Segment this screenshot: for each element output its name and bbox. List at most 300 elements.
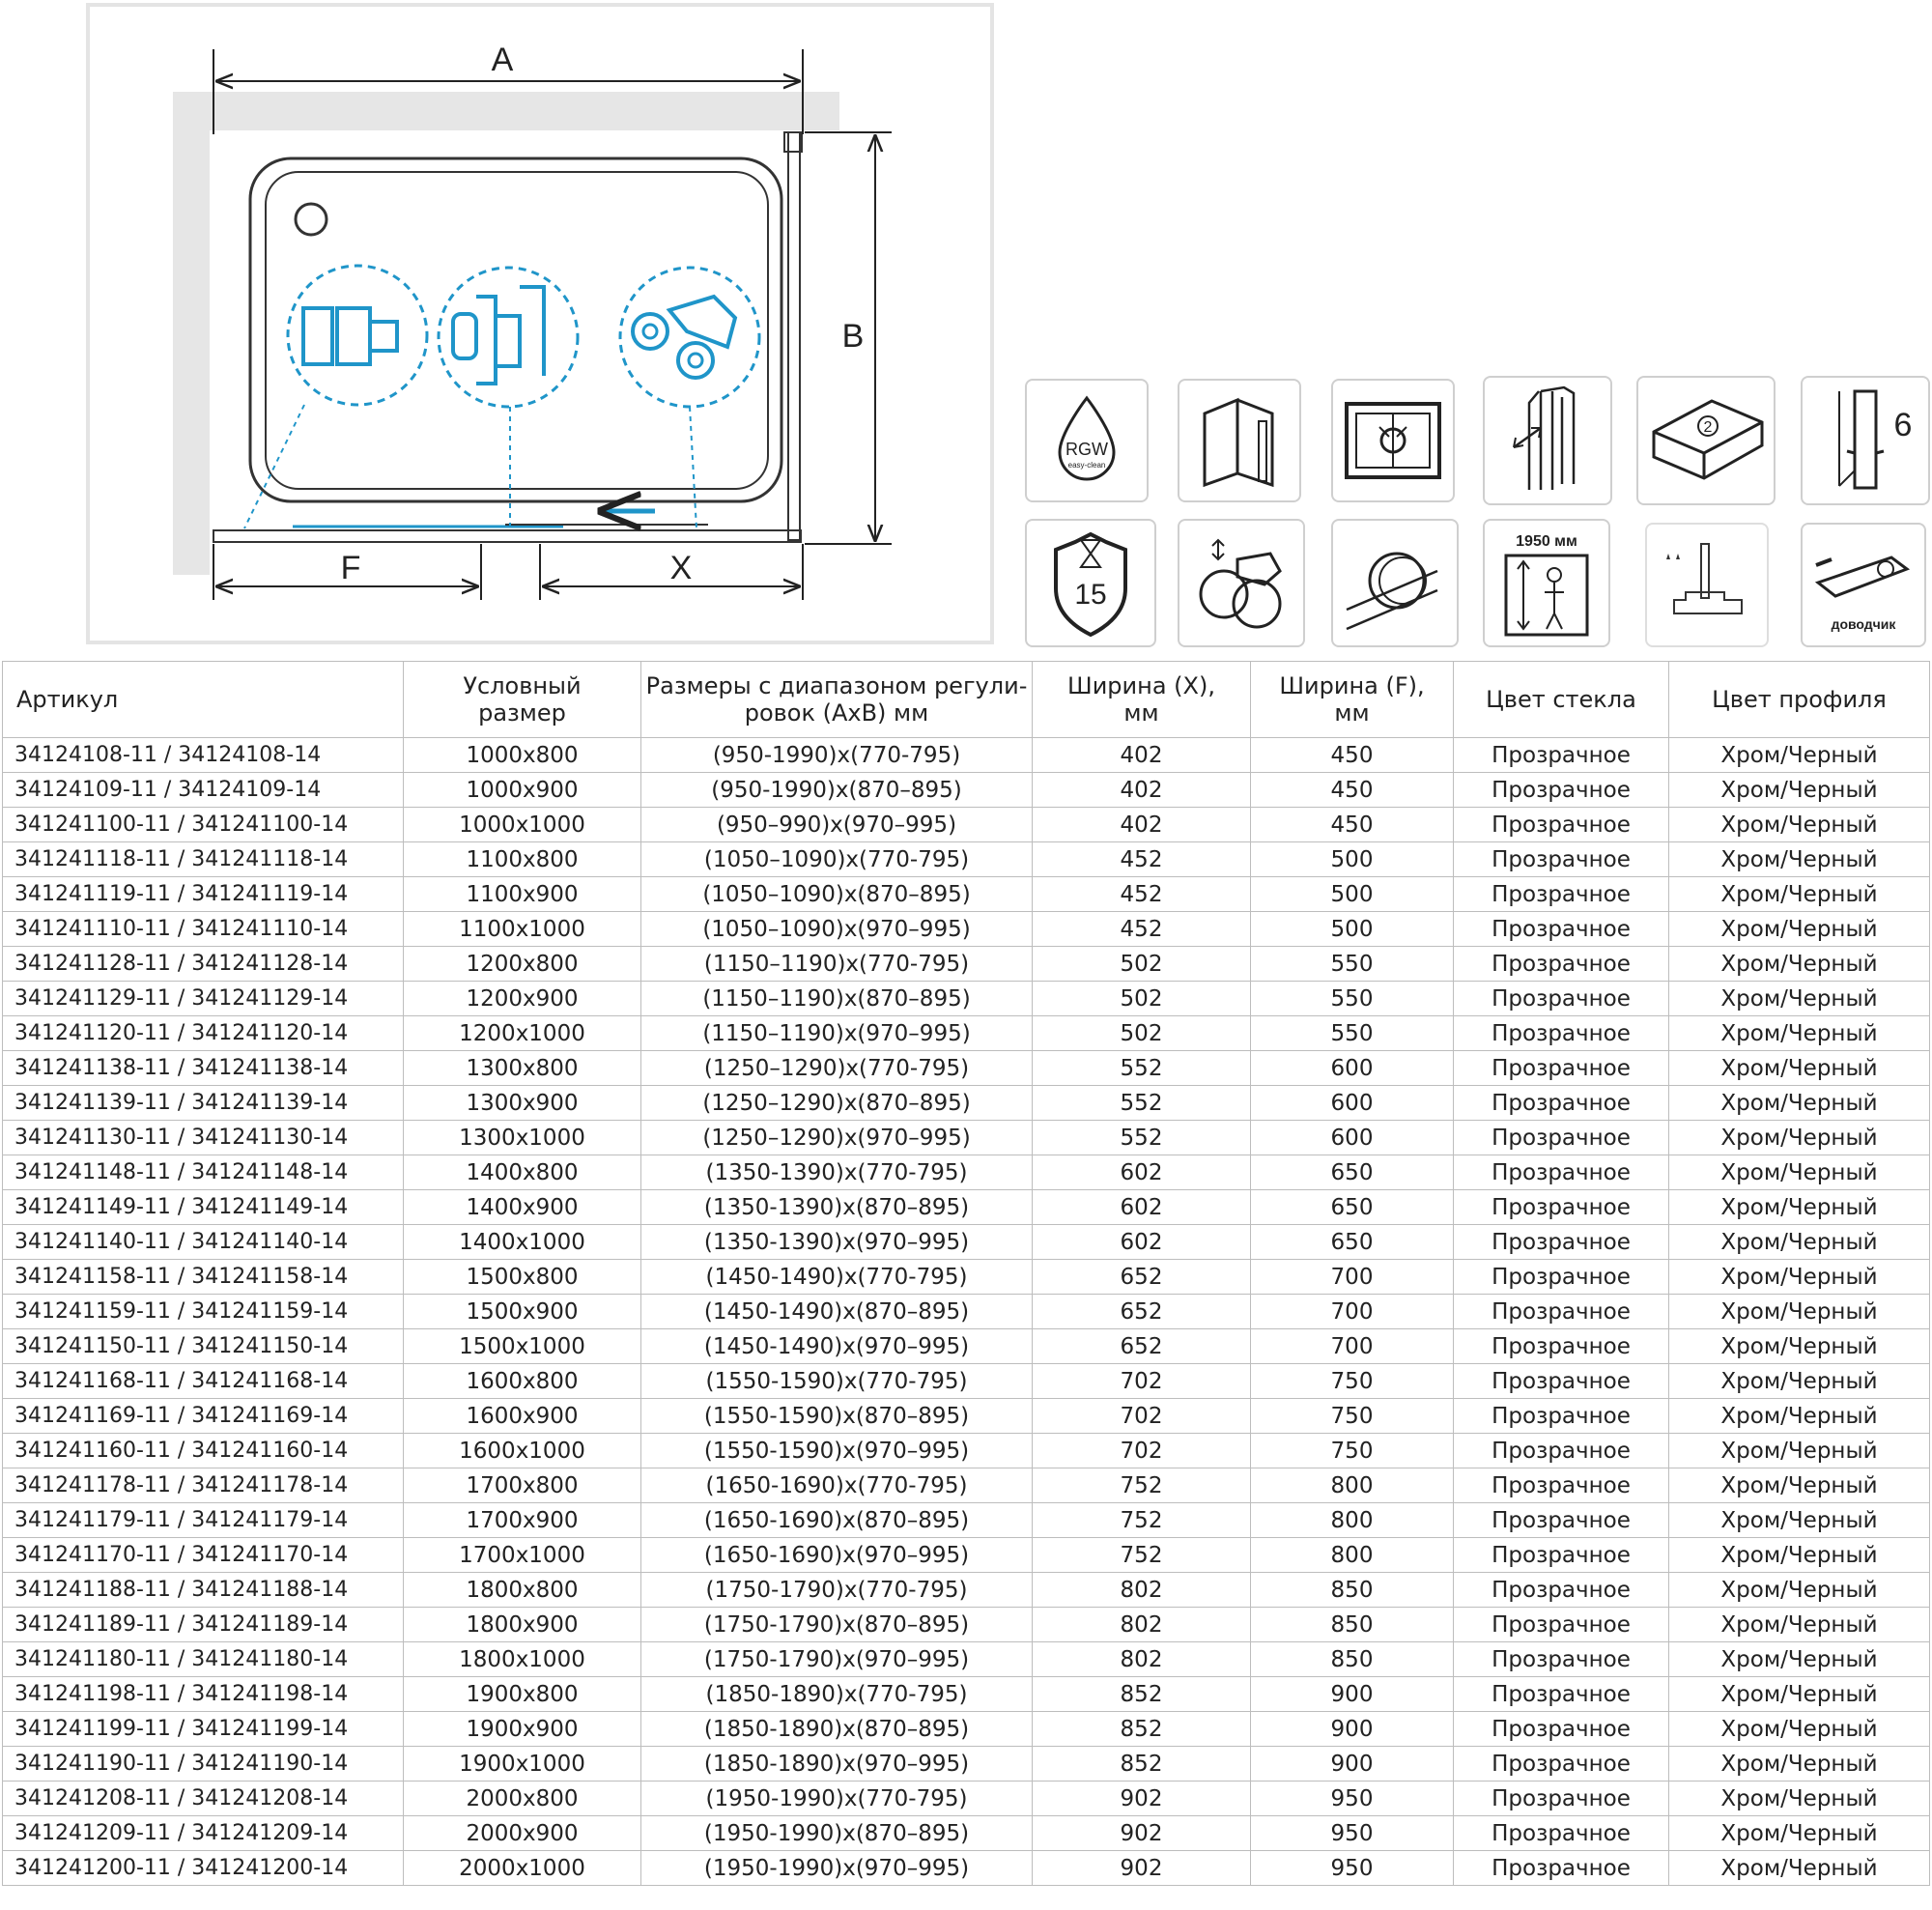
cell-adjust-range: (1550-1590)x(970–995) (641, 1434, 1033, 1468)
cell-adjust-range: (1750-1790)x(770-795) (641, 1573, 1033, 1608)
cell-article: 341241148-11 / 341241148-14 (3, 1155, 404, 1190)
cell-glass-color: Прозрачное (1454, 947, 1669, 982)
plan-view-drawing (90, 7, 990, 641)
cell-nominal-size: 1500x1000 (404, 1329, 641, 1364)
cell-nominal-size: 2000x800 (404, 1782, 641, 1816)
table-row (3, 1782, 1930, 1816)
cell-profile-color: Хром/Черный (1669, 1190, 1930, 1225)
cell-profile-color: Хром/Черный (1669, 808, 1930, 842)
cell-glass-color: Прозрачное (1454, 877, 1669, 912)
cell-article: 341241139-11 / 341241139-14 (3, 1086, 404, 1121)
cell-adjust-range: (1350-1390)x(770-795) (641, 1155, 1033, 1190)
side-panel-profile (788, 132, 800, 540)
cell-nominal-size: 1300x800 (404, 1051, 641, 1086)
table-row (3, 1573, 1930, 1608)
cell-width-x: 652 (1033, 1329, 1251, 1364)
cell-profile-color: Хром/Черный (1669, 1677, 1930, 1712)
cell-adjust-range: (1750-1790)x(870–895) (641, 1608, 1033, 1642)
handle-icon (1331, 379, 1455, 502)
cell-article: 341241129-11 / 341241129-14 (3, 982, 404, 1016)
cell-profile-color: Хром/Черный (1669, 1503, 1930, 1538)
cell-nominal-size: 1000x900 (404, 773, 641, 808)
cell-nominal-size: 1900x1000 (404, 1747, 641, 1782)
cell-width-f: 500 (1251, 912, 1454, 947)
glass-thickness-value: 6 (1893, 407, 1913, 443)
cell-glass-color: Прозрачное (1454, 1816, 1669, 1851)
cell-glass-color: Прозрачное (1454, 1155, 1669, 1190)
cell-width-x: 402 (1033, 808, 1251, 842)
cell-width-f: 900 (1251, 1747, 1454, 1782)
cell-article: 341241200-11 / 341241200-14 (3, 1851, 404, 1886)
cell-width-x: 702 (1033, 1399, 1251, 1434)
spec-table (2, 661, 1930, 1886)
table-row (3, 1155, 1930, 1190)
cell-article: 341241138-11 / 341241138-14 (3, 1051, 404, 1086)
cell-width-x: 502 (1033, 947, 1251, 982)
cell-nominal-size: 1800x800 (404, 1573, 641, 1608)
drain-icon (296, 204, 327, 235)
table-row (3, 1747, 1930, 1782)
cell-nominal-size: 1700x1000 (404, 1538, 641, 1573)
cell-width-f: 800 (1251, 1538, 1454, 1573)
cell-profile-color: Хром/Черный (1669, 1016, 1930, 1051)
cell-article: 341241118-11 / 341241118-14 (3, 842, 404, 877)
cell-article: 341241170-11 / 341241170-14 (3, 1538, 404, 1573)
cell-nominal-size: 1500x900 (404, 1295, 641, 1329)
cell-width-f: 600 (1251, 1051, 1454, 1086)
cell-article: 341241209-11 / 341241209-14 (3, 1816, 404, 1851)
cell-article: 341241149-11 / 341241149-14 (3, 1190, 404, 1225)
cell-article: 341241188-11 / 341241188-14 (3, 1573, 404, 1608)
cell-nominal-size: 1300x900 (404, 1086, 641, 1121)
cell-adjust-range: (1250–1290)x(870–895) (641, 1086, 1033, 1121)
package-count: 2 (1703, 419, 1713, 436)
cell-width-f: 550 (1251, 947, 1454, 982)
cell-article: 341241179-11 / 341241179-14 (3, 1503, 404, 1538)
cell-width-x: 402 (1033, 738, 1251, 773)
door-closer-label: доводчик (1831, 616, 1896, 632)
cell-width-x: 802 (1033, 1642, 1251, 1677)
table-row (3, 912, 1930, 947)
cell-width-x: 702 (1033, 1364, 1251, 1399)
cell-glass-color: Прозрачное (1454, 1712, 1669, 1747)
header-col-article (3, 662, 404, 738)
cell-article: 341241198-11 / 341241198-14 (3, 1677, 404, 1712)
front-rail (213, 530, 801, 542)
cell-width-x: 402 (1033, 773, 1251, 808)
table-row (3, 1295, 1930, 1329)
cell-adjust-range: (1050–1090)x(870–895) (641, 877, 1033, 912)
cell-width-f: 750 (1251, 1364, 1454, 1399)
table-row (3, 842, 1930, 877)
table-body (3, 738, 1930, 1886)
cell-width-x: 552 (1033, 1121, 1251, 1155)
cell-glass-color: Прозрачное (1454, 773, 1669, 808)
cell-profile-color: Хром/Черный (1669, 1642, 1930, 1677)
cell-width-f: 950 (1251, 1816, 1454, 1851)
cell-width-f: 700 (1251, 1329, 1454, 1364)
cell-nominal-size: 1400x1000 (404, 1225, 641, 1260)
cell-adjust-range: (1850-1890)x(870–895) (641, 1712, 1033, 1747)
cell-glass-color: Прозрачное (1454, 982, 1669, 1016)
cell-nominal-size: 1300x1000 (404, 1121, 641, 1155)
cell-width-x: 752 (1033, 1503, 1251, 1538)
cell-width-f: 600 (1251, 1086, 1454, 1121)
cell-article: 341241158-11 / 341241158-14 (3, 1260, 404, 1295)
table-row (3, 1399, 1930, 1434)
cell-glass-color: Прозрачное (1454, 1190, 1669, 1225)
cell-article: 341241208-11 / 341241208-14 (3, 1782, 404, 1816)
cell-width-f: 900 (1251, 1677, 1454, 1712)
door-closer-icon (1801, 523, 1926, 647)
header-text-line: Цвет стекла (1486, 686, 1636, 713)
cell-nominal-size: 1200x1000 (404, 1016, 641, 1051)
cell-profile-color: Хром/Черный (1669, 1747, 1930, 1782)
cell-width-f: 850 (1251, 1608, 1454, 1642)
technical-drawing (86, 3, 994, 644)
cell-glass-color: Прозрачное (1454, 1468, 1669, 1503)
cell-glass-color: Прозрачное (1454, 1260, 1669, 1295)
warranty-years: 15 (1074, 579, 1107, 611)
header-col-width-f (1251, 662, 1454, 738)
cell-nominal-size: 2000x900 (404, 1816, 641, 1851)
cell-article: 341241199-11 / 341241199-14 (3, 1712, 404, 1747)
cell-nominal-size: 1900x900 (404, 1712, 641, 1747)
cell-nominal-size: 1100x900 (404, 877, 641, 912)
header-text-line: мм (1123, 699, 1159, 727)
table-row (3, 1051, 1930, 1086)
cell-width-f: 550 (1251, 982, 1454, 1016)
table-row (3, 1608, 1930, 1642)
cell-glass-color: Прозрачное (1454, 1086, 1669, 1121)
cell-width-f: 700 (1251, 1260, 1454, 1295)
cell-nominal-size: 1800x1000 (404, 1642, 641, 1677)
cell-nominal-size: 1600x1000 (404, 1434, 641, 1468)
cell-width-x: 552 (1033, 1086, 1251, 1121)
side-wall (173, 92, 210, 575)
cell-glass-color: Прозрачное (1454, 738, 1669, 773)
table-row (3, 1190, 1930, 1225)
cell-profile-color: Хром/Черный (1669, 1816, 1930, 1851)
cell-nominal-size: 1600x900 (404, 1399, 641, 1434)
cell-nominal-size: 2000x1000 (404, 1851, 641, 1886)
cell-nominal-size: 1700x900 (404, 1503, 641, 1538)
profile-adjust-icon (1483, 376, 1612, 505)
cell-profile-color: Хром/Черный (1669, 1225, 1930, 1260)
cell-adjust-range: (1550-1590)x(870–895) (641, 1399, 1033, 1434)
header-col-nominal-size (404, 662, 641, 738)
cell-adjust-range: (1650-1690)x(970–995) (641, 1538, 1033, 1573)
header-col-glass-color (1454, 662, 1669, 738)
cell-glass-color: Прозрачное (1454, 808, 1669, 842)
cell-width-x: 902 (1033, 1816, 1251, 1851)
cell-nominal-size: 1100x800 (404, 842, 641, 877)
table-row (3, 1434, 1930, 1468)
cell-article: 341241128-11 / 341241128-14 (3, 947, 404, 982)
cell-width-f: 750 (1251, 1399, 1454, 1434)
cell-article: 341241169-11 / 341241169-14 (3, 1399, 404, 1434)
cell-profile-color: Хром/Черный (1669, 1538, 1930, 1573)
cell-width-x: 902 (1033, 1782, 1251, 1816)
cell-adjust-range: (1050–1090)x(970–995) (641, 912, 1033, 947)
roller-icon (1178, 519, 1305, 647)
cell-profile-color: Хром/Черный (1669, 1051, 1930, 1086)
cell-glass-color: Прозрачное (1454, 1573, 1669, 1608)
rgw-label: RGW (1065, 440, 1108, 459)
table-row (3, 1816, 1930, 1851)
cell-profile-color: Хром/Черный (1669, 912, 1930, 947)
cell-glass-color: Прозрачное (1454, 1016, 1669, 1051)
cell-article: 341241190-11 / 341241190-14 (3, 1747, 404, 1782)
cell-width-f: 700 (1251, 1295, 1454, 1329)
cell-width-x: 852 (1033, 1677, 1251, 1712)
header-text-line: Ширина (F), (1279, 672, 1425, 699)
cell-glass-color: Прозрачное (1454, 1225, 1669, 1260)
cell-nominal-size: 1200x800 (404, 947, 641, 982)
cell-article: 341241110-11 / 341241110-14 (3, 912, 404, 947)
cell-article: 341241159-11 / 341241159-14 (3, 1295, 404, 1329)
cell-adjust-range: (1250–1290)x(770-795) (641, 1051, 1033, 1086)
cell-adjust-range: (1850-1890)x(970–995) (641, 1747, 1033, 1782)
cell-glass-color: Прозрачное (1454, 1608, 1669, 1642)
cell-adjust-range: (1350-1390)x(970–995) (641, 1225, 1033, 1260)
table-row (3, 947, 1930, 982)
warranty-shield-icon (1025, 519, 1156, 647)
cell-profile-color: Хром/Черный (1669, 1434, 1930, 1468)
header-col-adjust-range (641, 662, 1033, 738)
cell-width-x: 452 (1033, 842, 1251, 877)
table-row (3, 1364, 1930, 1399)
cell-glass-color: Прозрачное (1454, 1503, 1669, 1538)
cell-profile-color: Хром/Черный (1669, 1329, 1930, 1364)
cell-glass-color: Прозрачное (1454, 1051, 1669, 1086)
cell-profile-color: Хром/Черный (1669, 1608, 1930, 1642)
cell-adjust-range: (950-1990)x(770-795) (641, 738, 1033, 773)
cell-width-x: 802 (1033, 1573, 1251, 1608)
cell-article: 341241168-11 / 341241168-14 (3, 1364, 404, 1399)
cell-width-f: 900 (1251, 1712, 1454, 1747)
cell-width-x: 852 (1033, 1712, 1251, 1747)
header-col-profile-color (1669, 662, 1930, 738)
cell-glass-color: Прозрачное (1454, 1747, 1669, 1782)
cell-adjust-range: (1850-1890)x(770-795) (641, 1677, 1033, 1712)
cell-glass-color: Прозрачное (1454, 1121, 1669, 1155)
cell-article: 341241119-11 / 341241119-14 (3, 877, 404, 912)
cell-width-f: 950 (1251, 1782, 1454, 1816)
dimension-b-label: B (841, 318, 865, 355)
cell-profile-color: Хром/Черный (1669, 1399, 1930, 1434)
cell-width-x: 602 (1033, 1225, 1251, 1260)
cell-nominal-size: 1100x1000 (404, 912, 641, 947)
cell-glass-color: Прозрачное (1454, 1851, 1669, 1886)
cell-profile-color: Хром/Черный (1669, 842, 1930, 877)
rgw-sublabel: easy-clean (1067, 461, 1106, 470)
table-row (3, 1712, 1930, 1747)
easy-clean-drop-icon (1025, 379, 1149, 502)
cell-nominal-size: 1800x900 (404, 1608, 641, 1642)
table-row (3, 1225, 1930, 1260)
cell-glass-color: Прозрачное (1454, 1434, 1669, 1468)
cell-glass-color: Прозрачное (1454, 912, 1669, 947)
cell-article: 341241178-11 / 341241178-14 (3, 1468, 404, 1503)
cell-nominal-size: 1900x800 (404, 1677, 641, 1712)
glass-thickness-icon (1801, 376, 1930, 505)
cell-width-x: 902 (1033, 1851, 1251, 1886)
cell-profile-color: Хром/Черный (1669, 738, 1930, 773)
cell-article: 341241189-11 / 341241189-14 (3, 1608, 404, 1642)
cell-article: 341241140-11 / 341241140-14 (3, 1225, 404, 1260)
cell-width-f: 600 (1251, 1121, 1454, 1155)
cell-width-x: 502 (1033, 1016, 1251, 1051)
back-wall (173, 92, 839, 130)
cell-glass-color: Прозрачное (1454, 842, 1669, 877)
cell-profile-color: Хром/Черный (1669, 1086, 1930, 1121)
shower-tray (250, 158, 781, 501)
dimension-x (540, 544, 803, 600)
table-row (3, 1016, 1930, 1051)
cell-width-f: 650 (1251, 1225, 1454, 1260)
cell-adjust-range: (1150–1190)x(970–995) (641, 1016, 1033, 1051)
cell-profile-color: Хром/Черный (1669, 1260, 1930, 1295)
door-height-value: 1950 мм (1516, 533, 1577, 550)
cell-width-f: 950 (1251, 1851, 1454, 1886)
table-row (3, 1642, 1930, 1677)
cell-width-x: 652 (1033, 1260, 1251, 1295)
cell-nominal-size: 1000x1000 (404, 808, 641, 842)
header-text-line: размер (478, 699, 566, 727)
cell-profile-color: Хром/Черный (1669, 947, 1930, 982)
cell-glass-color: Прозрачное (1454, 1295, 1669, 1329)
cell-nominal-size: 1200x900 (404, 982, 641, 1016)
cell-profile-color: Хром/Черный (1669, 1712, 1930, 1747)
cell-article: 341241100-11 / 341241100-14 (3, 808, 404, 842)
header-text-line: мм (1334, 699, 1370, 727)
cell-width-x: 652 (1033, 1295, 1251, 1329)
dimension-a-label: A (491, 42, 514, 78)
cell-glass-color: Прозрачное (1454, 1538, 1669, 1573)
table-row (3, 1260, 1930, 1295)
corner-profile-icon (1178, 379, 1301, 502)
cell-width-f: 500 (1251, 842, 1454, 877)
cell-adjust-range: (1450-1490)x(970–995) (641, 1329, 1033, 1364)
cell-adjust-range: (1250–1290)x(970–995) (641, 1121, 1033, 1155)
header-text-line: Цвет профиля (1712, 686, 1887, 713)
cell-width-f: 450 (1251, 738, 1454, 773)
cell-adjust-range: (1650-1690)x(870–895) (641, 1503, 1033, 1538)
cell-width-f: 850 (1251, 1642, 1454, 1677)
cell-width-f: 800 (1251, 1468, 1454, 1503)
cell-adjust-range: (1950-1990)x(770-795) (641, 1782, 1033, 1816)
cell-article: 341241180-11 / 341241180-14 (3, 1642, 404, 1677)
cell-adjust-range: (1350-1390)x(870–895) (641, 1190, 1033, 1225)
cell-nominal-size: 1400x900 (404, 1190, 641, 1225)
cell-nominal-size: 1600x800 (404, 1364, 641, 1399)
header-col-width-x (1033, 662, 1251, 738)
table-row (3, 1468, 1930, 1503)
table-row (3, 877, 1930, 912)
cell-nominal-size: 1400x800 (404, 1155, 641, 1190)
header-text-line: Артикул (16, 686, 119, 713)
table-row (3, 1851, 1930, 1886)
dimension-b (805, 132, 892, 544)
dimension-x-label: X (669, 550, 693, 586)
cell-width-f: 650 (1251, 1155, 1454, 1190)
cell-nominal-size: 1500x800 (404, 1260, 641, 1295)
table-row (3, 738, 1930, 773)
cell-width-f: 450 (1251, 808, 1454, 842)
cell-glass-color: Прозрачное (1454, 1364, 1669, 1399)
tray-inner-edge (266, 172, 768, 489)
cell-nominal-size: 1700x800 (404, 1468, 641, 1503)
cell-glass-color: Прозрачное (1454, 1329, 1669, 1364)
cell-adjust-range: (1450-1490)x(870–895) (641, 1295, 1033, 1329)
cell-width-x: 552 (1033, 1051, 1251, 1086)
cell-width-f: 500 (1251, 877, 1454, 912)
header-text-line: Размеры с диапазоном регули- (645, 672, 1028, 699)
cell-glass-color: Прозрачное (1454, 1642, 1669, 1677)
cell-adjust-range: (1150–1190)x(870–895) (641, 982, 1033, 1016)
cell-width-x: 452 (1033, 877, 1251, 912)
cell-width-x: 752 (1033, 1468, 1251, 1503)
table-row (3, 1121, 1930, 1155)
header-text-line: ровок (АхВ) мм (744, 699, 929, 727)
table-header-row (3, 662, 1930, 738)
table-row (3, 1677, 1930, 1712)
table-row (3, 1329, 1930, 1364)
cell-width-x: 802 (1033, 1608, 1251, 1642)
cell-width-f: 450 (1251, 773, 1454, 808)
cell-article: 341241160-11 / 341241160-14 (3, 1434, 404, 1468)
cell-width-x: 602 (1033, 1190, 1251, 1225)
cell-profile-color: Хром/Черный (1669, 1468, 1930, 1503)
cell-adjust-range: (1150–1190)x(770-795) (641, 947, 1033, 982)
cell-width-x: 502 (1033, 982, 1251, 1016)
cell-profile-color: Хром/Черный (1669, 1573, 1930, 1608)
cell-glass-color: Прозрачное (1454, 1677, 1669, 1712)
cell-profile-color: Хром/Черный (1669, 1295, 1930, 1329)
cell-width-f: 750 (1251, 1434, 1454, 1468)
tray-install-icon (1645, 523, 1769, 647)
cell-glass-color: Прозрачное (1454, 1399, 1669, 1434)
cell-adjust-range: (1950-1990)x(870–895) (641, 1816, 1033, 1851)
header-text-line: Условный (463, 672, 582, 699)
cell-width-x: 452 (1033, 912, 1251, 947)
cell-adjust-range: (1750-1790)x(970–995) (641, 1642, 1033, 1677)
cell-width-x: 702 (1033, 1434, 1251, 1468)
cell-profile-color: Хром/Черный (1669, 1121, 1930, 1155)
table-row (3, 1538, 1930, 1573)
table-row (3, 808, 1930, 842)
cell-width-x: 752 (1033, 1538, 1251, 1573)
cell-width-x: 852 (1033, 1747, 1251, 1782)
cell-article: 341241130-11 / 341241130-14 (3, 1121, 404, 1155)
cell-article: 341241120-11 / 341241120-14 (3, 1016, 404, 1051)
cell-width-f: 800 (1251, 1503, 1454, 1538)
cell-article: 34124108-11 / 34124108-14 (3, 738, 404, 773)
cell-adjust-range: (950–990)x(970–995) (641, 808, 1033, 842)
cell-width-f: 850 (1251, 1573, 1454, 1608)
cell-adjust-range: (1950-1990)x(970–995) (641, 1851, 1033, 1886)
cell-article: 34124109-11 / 34124109-14 (3, 773, 404, 808)
cell-width-f: 550 (1251, 1016, 1454, 1051)
cell-profile-color: Хром/Черный (1669, 1782, 1930, 1816)
header-text-line: Ширина (X), (1067, 672, 1215, 699)
cell-adjust-range: (1450-1490)x(770-795) (641, 1260, 1033, 1295)
dimension-f (213, 544, 481, 600)
cell-profile-color: Хром/Черный (1669, 1851, 1930, 1886)
dimension-f-label: F (340, 550, 361, 586)
cell-profile-color: Хром/Черный (1669, 877, 1930, 912)
